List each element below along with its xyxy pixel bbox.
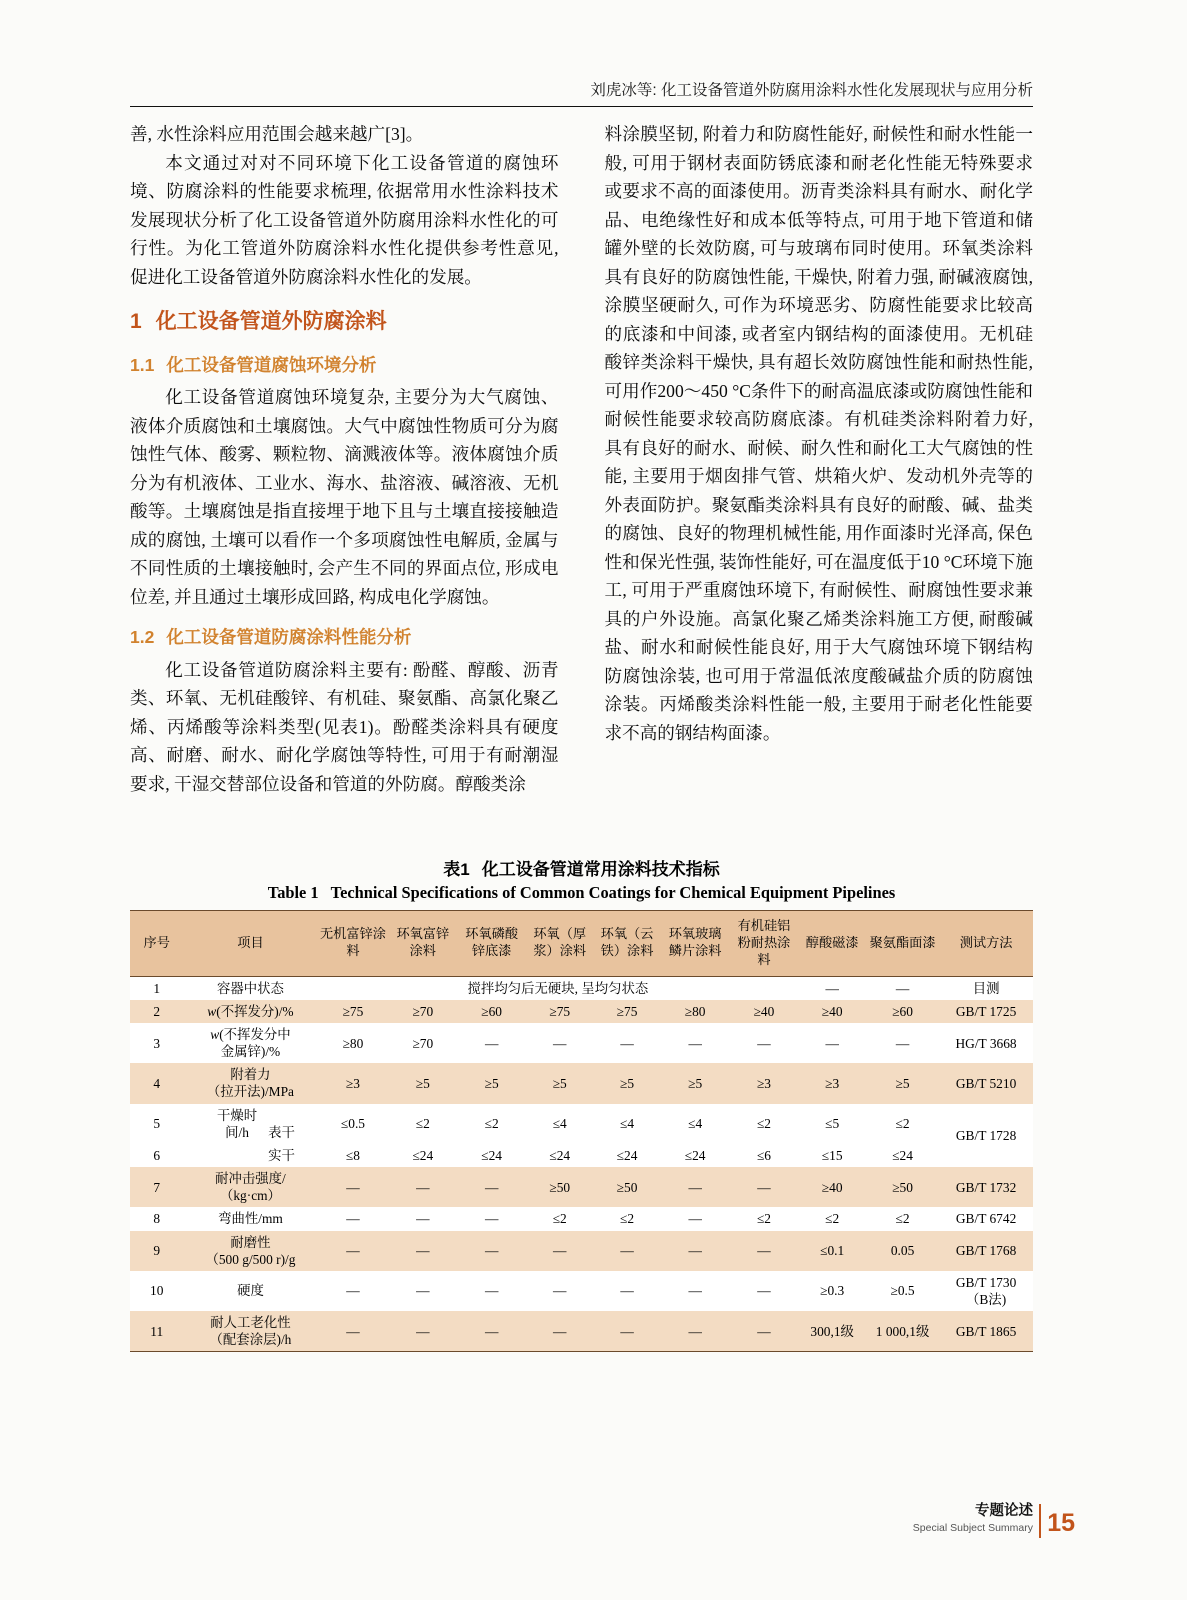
col-header-no: 序号 (130, 911, 183, 977)
page-number: 15 (1047, 1509, 1075, 1537)
cell-value: ≤5 (798, 1104, 866, 1144)
cell-value: — (661, 1311, 730, 1352)
cell-value: ≥40 (798, 1000, 866, 1023)
footer-label-cn: 专题论述 (975, 1503, 1033, 1519)
cell-value: — (593, 1311, 660, 1352)
cell-value: — (661, 1231, 730, 1271)
col-header-silicone-aluminium-heat-resistant: 有机硅铝粉耐热涂料 (730, 911, 799, 977)
cell-value: ≥3 (730, 1063, 799, 1103)
footer-divider (1039, 1504, 1041, 1538)
cell-value: ≥80 (661, 1000, 730, 1023)
cell-value: — (730, 1167, 799, 1207)
cell-value: ≤2 (730, 1104, 799, 1144)
cell-value: ≤8 (318, 1144, 389, 1167)
cell-value: ≥70 (388, 1023, 457, 1063)
cell-no: 1 (130, 976, 183, 1000)
col-header-item: 项目 (183, 911, 317, 977)
cell-value: — (593, 1231, 660, 1271)
left-column (130, 120, 559, 798)
cell-value: — (457, 1271, 526, 1311)
cell-value: ≤2 (798, 1207, 866, 1230)
cell-method: GB/T 1730 （B法) (939, 1271, 1033, 1311)
cell-value: ≥50 (526, 1167, 593, 1207)
cell-item (183, 1144, 317, 1167)
cell-value: — (661, 1207, 730, 1230)
cell-value: — (457, 1207, 526, 1230)
cell-no: 10 (130, 1271, 183, 1311)
cell-no: 9 (130, 1231, 183, 1271)
subsection-heading-1-1 (130, 351, 559, 379)
paragraph-coating-perf: 化工设备管道防腐涂料主要有: 酚醛、醇酸、沥青类、环氧、无机硅酸锌、有机硅、聚氨酯、高氯化聚乙烯、丙烯酸等涂料类型(见表1)。酚醛类涂料具有硬度高、耐磨、耐水、耐化学腐蚀等特性, 可用于有耐潮湿要求, 干湿交替部位设备和管道的外防腐。醇酸类涂 (130, 659, 559, 794)
table-row (130, 1063, 1033, 1103)
cell-item: 耐冲击强度/ （kg·cm） (183, 1167, 317, 1207)
footer-label-en: Special Subject Summary (912, 1522, 1033, 1534)
cell-value: ≤2 (457, 1104, 526, 1144)
table-caption-en-number: Table 1 (267, 883, 319, 902)
cell-value: ≥3 (798, 1063, 866, 1103)
cell-value: — (526, 1023, 593, 1063)
cell-item-sub: 实干 (268, 1147, 295, 1163)
table-header-row (130, 911, 1033, 977)
cell-value: ≤15 (798, 1144, 866, 1167)
col-header-alkyd-enamel: 醇酸磁漆 (798, 911, 866, 977)
cell-value: ≤2 (730, 1207, 799, 1230)
cell-value: — (457, 1167, 526, 1207)
cell-no: 4 (130, 1063, 183, 1103)
cell-no: 8 (130, 1207, 183, 1230)
paragraph-corrosion-env: 化工设备管道腐蚀环境复杂, 主要分为大气腐蚀、液体介质腐蚀和土壤腐蚀。大气中腐蚀性物质可分为腐蚀性气体、酸雾、颗粒物、滴溅液体等。液体腐蚀介质分为有机液体、工业水、海水、盐溶液、碱溶液、无机酸等。土壤腐蚀是指直接埋于地下且与土壤直接接触造成的腐蚀, 土壤可以看作一个多项腐蚀性电解质, 金属与不同性质的土壤接触时, 会产生不同的界面点位, 形成电位差, 并且通过土壤形成回路, 构成电化学腐蚀。 (130, 387, 559, 607)
cell-value: ≤2 (866, 1104, 939, 1144)
footer-label (913, 1499, 1033, 1534)
paragraph-continued-text: 善, 水性涂料应用范围会越来越广[3]。 (130, 124, 424, 144)
col-header-epoxy-zinc-rich: 环氧富锌涂料 (388, 911, 457, 977)
cell-value: ≤4 (526, 1104, 593, 1144)
cell-value: ≥5 (661, 1063, 730, 1103)
cell-value: — (593, 1023, 660, 1063)
col-header-epoxy-zinc-phosphate-primer: 环氧磷酸锌底漆 (457, 911, 526, 977)
cell-method: GB/T 1728 (939, 1104, 1033, 1167)
section-number: 1 (130, 310, 142, 333)
cell-method: GB/T 6742 (939, 1207, 1033, 1230)
cell-value: ≥75 (526, 1000, 593, 1023)
cell-value: ≤2 (866, 1207, 939, 1230)
table-caption-en-text: Technical Specifications of Common Coatings for Chemical Equipment Pipelines (330, 883, 896, 902)
table-body (130, 976, 1033, 1352)
col-header-epoxy-thick-paste: 环氧（厚浆）涂料 (526, 911, 593, 977)
cell-value: ≥5 (866, 1063, 939, 1103)
cell-value: — (388, 1311, 457, 1352)
table-caption-cn-text: 化工设备管道常用涂料技术指标 (481, 860, 720, 879)
table-row (130, 1271, 1033, 1311)
cell-no: 7 (130, 1167, 183, 1207)
cell-value: ≥0.5 (866, 1271, 939, 1311)
cell-value: ≥75 (318, 1000, 389, 1023)
cell-value: ≤24 (388, 1144, 457, 1167)
body-columns (130, 120, 1033, 798)
specifications-table (130, 910, 1033, 1352)
cell-value: ≥70 (388, 1000, 457, 1023)
table-row (130, 1167, 1033, 1207)
cell-value: ≥75 (593, 1000, 660, 1023)
cell-value: ≤2 (526, 1207, 593, 1230)
cell-value: ≥60 (457, 1000, 526, 1023)
cell-item: w(不挥发分)/% (183, 1000, 317, 1023)
cell-no: 3 (130, 1023, 183, 1063)
cell-value: ≤0.5 (318, 1104, 389, 1144)
cell-merged-state: 搅拌均匀后无硬块, 呈均匀状态 (318, 976, 799, 1000)
subsection-heading-1-2 (130, 623, 559, 651)
cell-value: 0.05 (866, 1231, 939, 1271)
table-row (130, 1207, 1033, 1230)
table-section (130, 855, 1033, 1352)
cell-item (183, 1104, 317, 1144)
table-row (130, 1311, 1033, 1352)
cell-value: ≥80 (318, 1023, 389, 1063)
cell-method: GB/T 5210 (939, 1063, 1033, 1103)
cell-value: — (457, 1023, 526, 1063)
cell-item: w(不挥发分中 金属锌)/% (183, 1023, 317, 1063)
cell-value: ≤24 (526, 1144, 593, 1167)
cell-value: — (388, 1167, 457, 1207)
paragraph-coating-types: 料涂膜坚韧, 附着力和防腐性能好, 耐候性和耐水性能一般, 可用于钢材表面防锈底漆和耐老化性能无特殊要求或要求不高的面漆使用。沥青类涂料具有耐水、耐化学品、电绝缘性好和成本低等特点, 可用于地下管道和储罐外壁的长效防腐, 可与玻璃布同时使用。环氧类涂料具有良好的防腐蚀性能, 干燥快, 附着力强, 耐碱液腐蚀, 涂膜坚硬耐久, 可作为环境恶劣、防腐性能要求比较高的底漆和中间漆, 或者室内钢结构的面漆使用。无机硅酸锌类涂料干燥快, 具有超长效防腐蚀性能和耐热性能, 可用作200～450 °C条件下的耐高温底漆或防腐蚀性能和耐候性能要求较高防腐底漆。有机硅类涂料附着力好, 具有良好的耐水、耐候、耐久性和耐化工大气腐蚀的性能, 主要用于烟囱排气管、烘箱火炉、发动机外壳等的外表面防护。聚氨酯类涂料具有良好的耐酸、碱、盐类的腐蚀、良好的物理机械性能, 用作面漆时光泽高, 保色性和保光性强, 装饰性能好, 可在温度低于10 °C环境下施工, 可用于严重腐蚀环境下, 有耐候性、耐腐蚀性要求兼具的户外设施。高氯化聚乙烯类涂料施工方便, 耐酸碱盐、耐水和耐候性能良好, 用于大气腐蚀环境下钢结构防腐蚀涂装, 也可用于常温低浓度酸碱盐介质的防腐蚀涂装。丙烯酸类涂料性能一般, 主要用于耐老化性能要求不高的钢结构面漆。 (604, 124, 1033, 743)
table-head (130, 911, 1033, 977)
table-row (130, 976, 1033, 1000)
col-header-epoxy-glass-flake: 环氧玻璃鳞片涂料 (661, 911, 730, 977)
cell-value: — (526, 1311, 593, 1352)
cell-item-label: 干燥时间/h (216, 1107, 258, 1140)
cell-value: — (661, 1271, 730, 1311)
cell-item-sub: 表干 (268, 1124, 295, 1140)
cell-method: GB/T 1768 (939, 1231, 1033, 1271)
table-caption-cn (130, 855, 1033, 880)
col-header-inorganic-zinc-rich: 无机富锌涂料 (318, 911, 389, 977)
cell-value: 1 000,1级 (866, 1311, 939, 1352)
subsection-number: 1.1 (130, 355, 155, 376)
cell-method: GB/T 1732 (939, 1167, 1033, 1207)
cell-value: — (730, 1231, 799, 1271)
cell-value: ≤0.1 (798, 1231, 866, 1271)
cell-value: ≥40 (730, 1000, 799, 1023)
cell-value: — (388, 1207, 457, 1230)
cell-value: ≤24 (661, 1144, 730, 1167)
table-row (130, 1023, 1033, 1063)
cell-value: — (318, 1207, 389, 1230)
cell-value: — (457, 1311, 526, 1352)
cell-no: 6 (130, 1144, 183, 1167)
cell-value: — (318, 1231, 389, 1271)
table-row (130, 1231, 1033, 1271)
cell-value: — (866, 1023, 939, 1063)
cell-polyurethane: — (866, 976, 939, 1000)
cell-value: — (526, 1231, 593, 1271)
cell-method: GB/T 1865 (939, 1311, 1033, 1352)
cell-value: ≥5 (526, 1063, 593, 1103)
cell-value: — (730, 1311, 799, 1352)
cell-item: 容器中状态 (183, 976, 317, 1000)
cell-value: — (388, 1271, 457, 1311)
col-header-test-method: 测试方法 (939, 911, 1033, 977)
cell-value: — (526, 1271, 593, 1311)
cell-item-symbol: w (207, 1003, 217, 1019)
cell-value: ≤4 (661, 1104, 730, 1144)
cell-value: — (730, 1023, 799, 1063)
cell-item: 耐磨性 （500 g/500 r)/g (183, 1231, 317, 1271)
col-header-polyurethane-topcoat: 聚氨酯面漆 (866, 911, 939, 977)
cell-item-symbol: w (210, 1026, 220, 1042)
cell-no: 5 (130, 1104, 183, 1144)
cell-value: ≥5 (593, 1063, 660, 1103)
cell-value: ≤24 (866, 1144, 939, 1167)
table-caption-cn-number: 表1 (443, 860, 470, 879)
cell-value: ≥0.3 (798, 1271, 866, 1311)
paragraph-continued (130, 120, 559, 149)
paragraph-intro: 本文通过对对不同环境下化工设备管道的腐蚀环境、防腐涂料的性能要求梳理, 依据常用水性涂料技术发展现状分析了化工设备管道外防腐用涂料水性化的可行性。为化工管道外防腐涂料水性化提供参考性意见, 促进化工设备管道外防腐涂料水性化的发展。 (130, 152, 559, 287)
cell-value: — (388, 1231, 457, 1271)
cell-value: — (457, 1231, 526, 1271)
cell-value: ≥50 (866, 1167, 939, 1207)
running-header: 刘虎冰等: 化工设备管道外防腐用涂料水性化发展现状与应用分析 (130, 78, 1033, 107)
cell-value: ≥50 (593, 1167, 660, 1207)
cell-alkyd: — (798, 976, 866, 1000)
cell-value: ≤4 (593, 1104, 660, 1144)
cell-value: — (593, 1271, 660, 1311)
subsection-title: 化工设备管道防腐涂料性能分析 (166, 627, 412, 648)
cell-value: ≤2 (388, 1104, 457, 1144)
subsection-number: 1.2 (130, 627, 155, 648)
cell-value: ≤6 (730, 1144, 799, 1167)
right-column (605, 120, 1034, 798)
subsection-title: 化工设备管道腐蚀环境分析 (166, 355, 377, 376)
section-heading-1 (130, 305, 559, 339)
cell-item: 耐人工老化性 （配套涂层)/h (183, 1311, 317, 1352)
cell-no: 2 (130, 1000, 183, 1023)
cell-value: ≥5 (457, 1063, 526, 1103)
cell-value: ≥40 (798, 1167, 866, 1207)
cell-value: ≤24 (593, 1144, 660, 1167)
cell-value: — (661, 1023, 730, 1063)
cell-value: — (318, 1167, 389, 1207)
cell-value: ≥3 (318, 1063, 389, 1103)
cell-value: ≤2 (593, 1207, 660, 1230)
table-row (130, 1000, 1033, 1023)
cell-value: — (318, 1311, 389, 1352)
cell-value: — (730, 1271, 799, 1311)
cell-item: 弯曲性/mm (183, 1207, 317, 1230)
cell-no: 11 (130, 1311, 183, 1352)
cell-value: — (661, 1167, 730, 1207)
table-row (130, 1144, 1033, 1167)
cell-value: — (798, 1023, 866, 1063)
cell-method: 目测 (939, 976, 1033, 1000)
cell-method: HG/T 3668 (939, 1023, 1033, 1063)
section-title: 化工设备管道外防腐涂料 (155, 310, 387, 333)
col-header-epoxy-micaceous-iron: 环氧（云铁）涂料 (593, 911, 660, 977)
table-row (130, 1104, 1033, 1144)
cell-value: ≥60 (866, 1000, 939, 1023)
cell-value: ≥5 (388, 1063, 457, 1103)
cell-value: 300,1级 (798, 1311, 866, 1352)
cell-value: ≤24 (457, 1144, 526, 1167)
cell-method: GB/T 1725 (939, 1000, 1033, 1023)
cell-item: 附着力 （拉开法)/MPa (183, 1063, 317, 1103)
cell-value: — (318, 1271, 389, 1311)
cell-item: 硬度 (183, 1271, 317, 1311)
table-caption-en (130, 883, 1033, 903)
